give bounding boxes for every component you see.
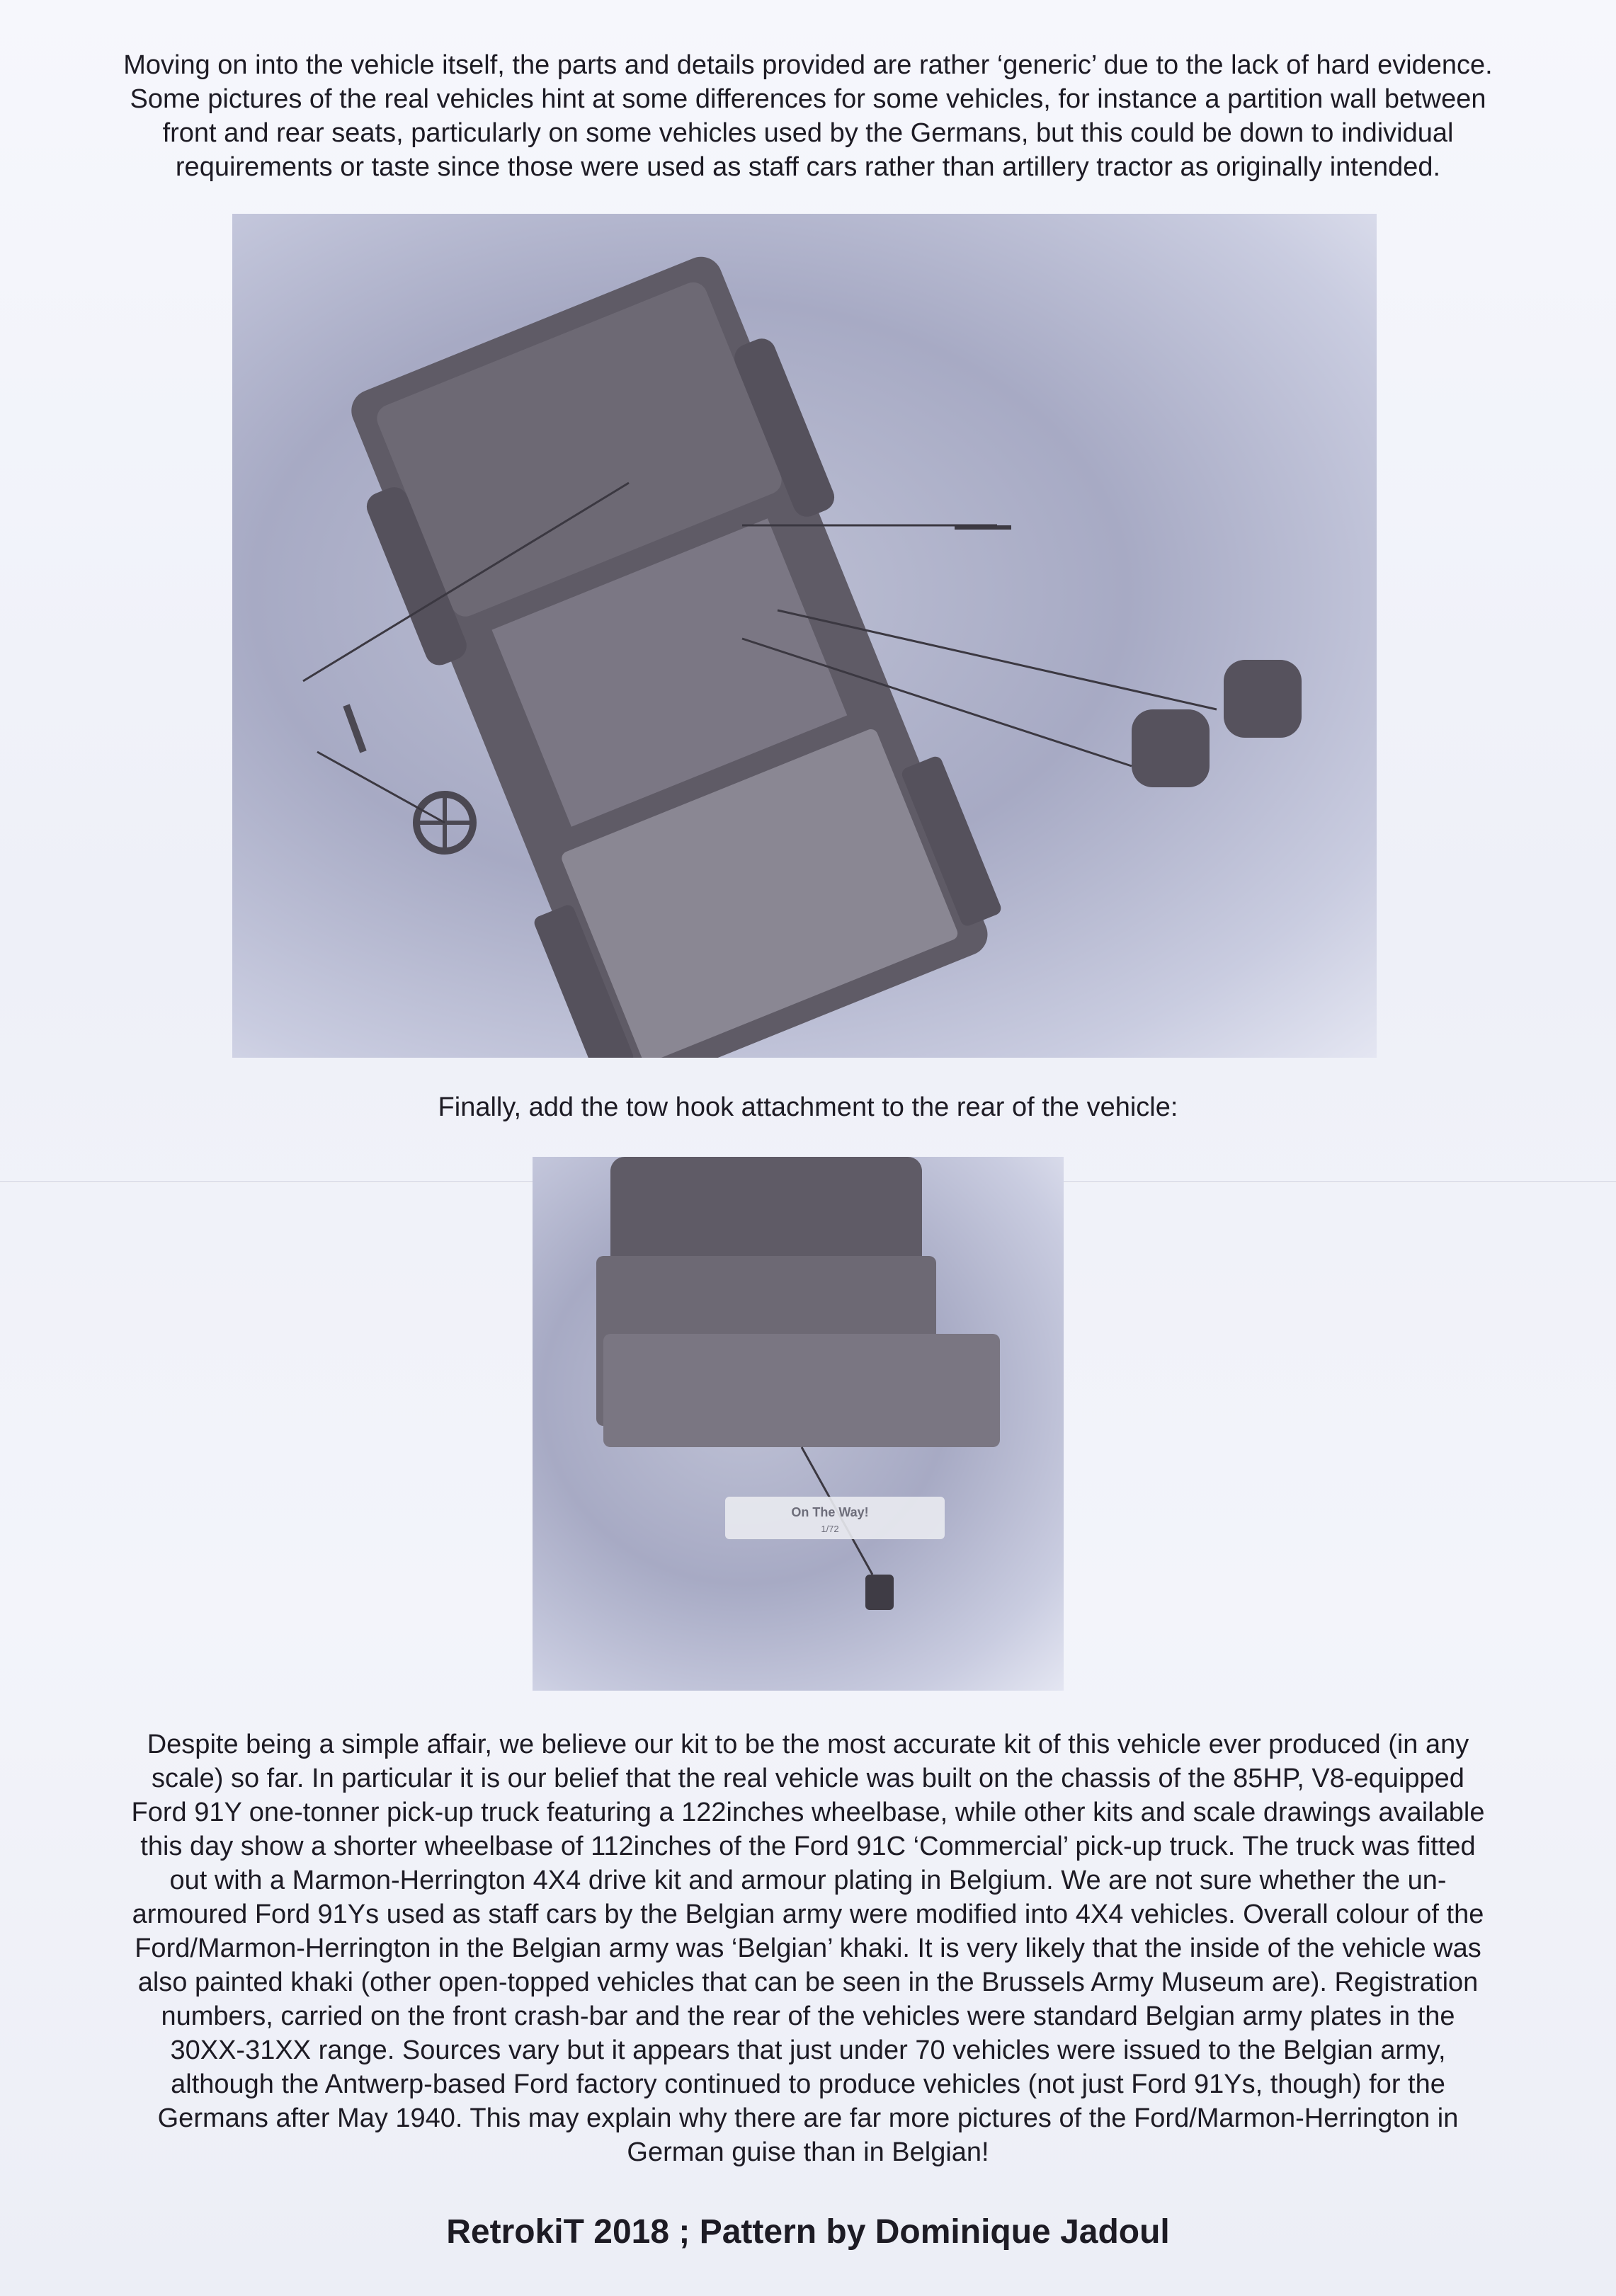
logo-title: On The Way! <box>791 1505 869 1519</box>
body-line: out with a Marmon-Herrington 4X4 drive kit and armour plating in Belgium. We are not sure whether the un- <box>169 1866 1447 1895</box>
body-line: this day show a shorter wheelbase of 112inches of the Ford 91C ‘Commercial’ pick-up truck. The truck was fitted <box>140 1832 1476 1861</box>
intro-paragraph <box>21 48 1595 184</box>
interior-parts-photo <box>232 214 1377 1058</box>
body-line: Germans after May 1940. This may explain why there are far more pictures of the Ford/Marmon-Herrington in <box>157 2103 1459 2133</box>
body-line: numbers, carried on the front crash-bar and the rear of the vehicles were standard Belgian army plates in the <box>161 2001 1455 2031</box>
body-paragraph <box>42 1727 1574 2169</box>
footer-credit: RetrokiT 2018 ; Pattern by Dominique Jadoul <box>446 2213 1170 2251</box>
tow-hook-illustration <box>533 1157 1064 1691</box>
interior-parts-illustration <box>232 214 1377 1058</box>
body-line: Despite being a simple affair, we believe our kit to be the most accurate kit of this vehicle ever produced (in any <box>147 1730 1469 1759</box>
body-line: Ford 91Y one-tonner pick-up truck featuring a 122inches wheelbase, while other kits and scale drawings available <box>131 1798 1485 1827</box>
tow-hook-photo <box>533 1157 1064 1691</box>
intro-line: Some pictures of the real vehicles hint at some differences for some vehicles, for instance a partition wall between <box>130 84 1486 114</box>
logo-scale: 1/72 <box>821 1524 839 1534</box>
body-line: also painted khaki (other open-topped vehicles that can be seen in the Brussels Army Museum are). Registration <box>137 1967 1479 1997</box>
body-line: German guise than in Belgian! <box>627 2137 989 2167</box>
tow-hook-caption: Finally, add the tow hook attachment to the rear of the vehicle: <box>438 1092 1178 1122</box>
body-line: scale) so far. In particular it is our belief that the real vehicle was built on the chassis of the 85HP, V8-equipped <box>152 1764 1464 1793</box>
intro-line: Moving on into the vehicle itself, the parts and details provided are rather ‘generic’ due to the lack of hard evidence. <box>123 50 1493 80</box>
body-line: armoured Ford 91Ys used as staff cars by the Belgian army were modified into 4X4 vehicles. Overall colour of the <box>132 1900 1484 1929</box>
intro-line: front and rear seats, particularly on some vehicles used by the Germans, but this could be down to individual <box>162 118 1454 148</box>
intro-line: requirements or taste since those were used as staff cars rather than artillery tractor as originally intended. <box>175 152 1441 182</box>
body-line: although the Antwerp-based Ford factory continued to produce vehicles (not just Ford 91Ys, though) for the <box>171 2069 1445 2099</box>
body-line: Ford/Marmon-Herrington in the Belgian army was ‘Belgian’ khaki. It is very likely that the inside of the vehicle was <box>135 1934 1481 1963</box>
body-line: 30XX-31XX range. Sources vary but it appears that just under 70 vehicles were issued to the Belgian army, <box>170 2035 1446 2065</box>
